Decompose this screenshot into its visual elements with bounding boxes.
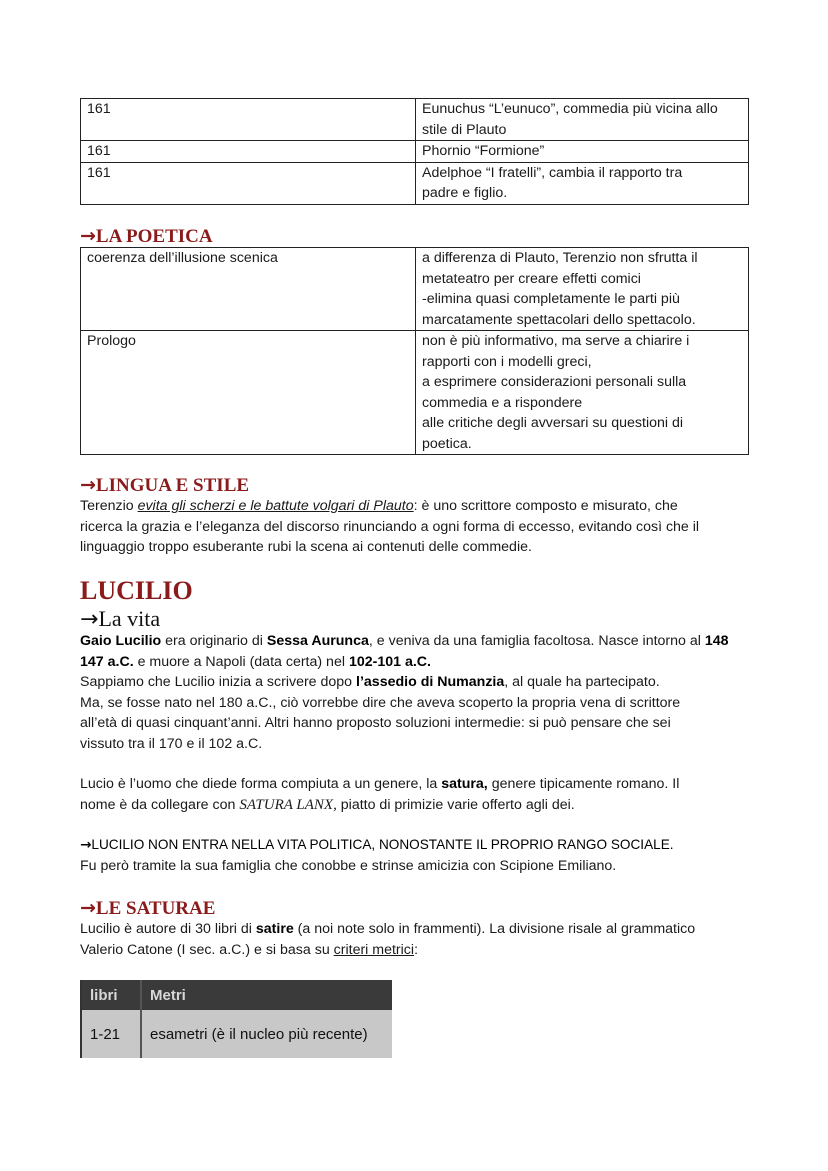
arrow-right-icon: → xyxy=(80,837,92,853)
vita-paragraph: Gaio Lucilio era originario di Sessa Aurunca, e veniva da una famiglia facoltosa. Nasce intorno al 148 147 a.C. e muore a Napoli (data certa) nel 102-101 a.C. Sappiamo che Lucilio inizia a scrivere dopo l’assedio di Numanzia, al quale ha partecipato. Ma, se fosse nato nel 180 a.C., ciò vorrebbe dire che aveva scoperto la propria vena di scrittore all’età di quasi cinquant’anni. Altri hanno proposto soluzioni intermedie: si può pensare che sei vissuto tra il 170 e il 102 a.C. xyxy=(80,633,729,752)
arrow-right-icon: → xyxy=(80,607,99,632)
lingua-heading: →LINGUA E STILE xyxy=(80,474,250,496)
term-cell: coerenza dell’illusione scenica xyxy=(81,248,416,331)
vita-heading: →La vita xyxy=(80,606,161,632)
saturae-paragraph: Lucilio è autore di 30 libri di satire (a noi note solo in frammenti). La divisione risale al grammatico Valerio Catone (I sec. a.C.) e si basa su criteri metrici: xyxy=(80,921,696,958)
lingua-paragraph: Terenzio evita gli scherzi e le battute volgari di Plauto: è uno scrittore composto e misurato, che ricerca la grazia e l’eleganza del discorso rinunciando a ogni forma di eccesso, evitando così che il linguaggio troppo esuberante rubi la scena ai contenuti delle commedie. xyxy=(80,498,700,555)
work-cell: Eunuchus “L’eunuco”, commedia più vicina allo stile di Plauto xyxy=(416,99,749,141)
arrow-right-icon: → xyxy=(80,225,96,247)
term-cell: Prologo xyxy=(81,331,416,455)
lucilio-title: LUCILIO xyxy=(80,576,193,605)
year-cell: 161 xyxy=(81,99,416,141)
year-cell: 161 xyxy=(81,162,416,204)
table-row xyxy=(81,162,749,204)
work-cell: Adelphoe “I fratelli”, cambia il rapporto tra padre e figlio. xyxy=(416,162,749,204)
table-row xyxy=(81,141,749,163)
poetica-heading: →LA POETICA xyxy=(80,225,213,247)
poetica-table xyxy=(80,247,749,455)
work-cell: Phornio “Formione” xyxy=(416,141,749,163)
description-cell: non è più informativo, ma serve a chiarire i rapporti con i modelli greci, a esprimere considerazioni personali sulla commedia e a rispondere alle critiche degli avversari su questioni di poetica. xyxy=(416,331,749,455)
saturae-heading: →LE SATURAE xyxy=(80,897,216,919)
table-row xyxy=(81,248,749,331)
satura-paragraph: Lucio è l’uomo che diede forma compiuta a un genere, la satura, genere tipicamente romano. Il nome è da collegare con SATURA LANX, piatto di primizie varie offerto agli dei. xyxy=(80,776,680,813)
table-row xyxy=(81,99,749,141)
table-row xyxy=(81,331,749,455)
libri-cell: 1-21 xyxy=(81,1010,141,1058)
arrow-right-icon: → xyxy=(80,474,96,496)
column-header-metri: Metri xyxy=(141,980,392,1010)
year-cell: 161 xyxy=(81,141,416,163)
description-cell: a differenza di Plauto, Terenzio non sfrutta il metateatro per creare effetti comici -elimina quasi completamente le parti più marcatamente spettacolari dello spettacolo. xyxy=(416,248,749,331)
column-header-libri: libri xyxy=(81,980,141,1010)
table-header-row xyxy=(81,980,392,1010)
works-table xyxy=(80,98,749,205)
table-row xyxy=(81,1010,392,1058)
arrow-right-icon: → xyxy=(80,897,96,919)
politica-paragraph: →LUCILIO NON ENTRA NELLA VITA POLITICA, NONOSTANTE IL PROPRIO RANGO SOCIALE. Fu però tramite la sua famiglia che conobbe e strinse amicizia con Scipione Emiliano. xyxy=(80,837,674,874)
metri-table xyxy=(80,980,392,1058)
metri-cell: esametri (è il nucleo più recente) xyxy=(141,1010,392,1058)
